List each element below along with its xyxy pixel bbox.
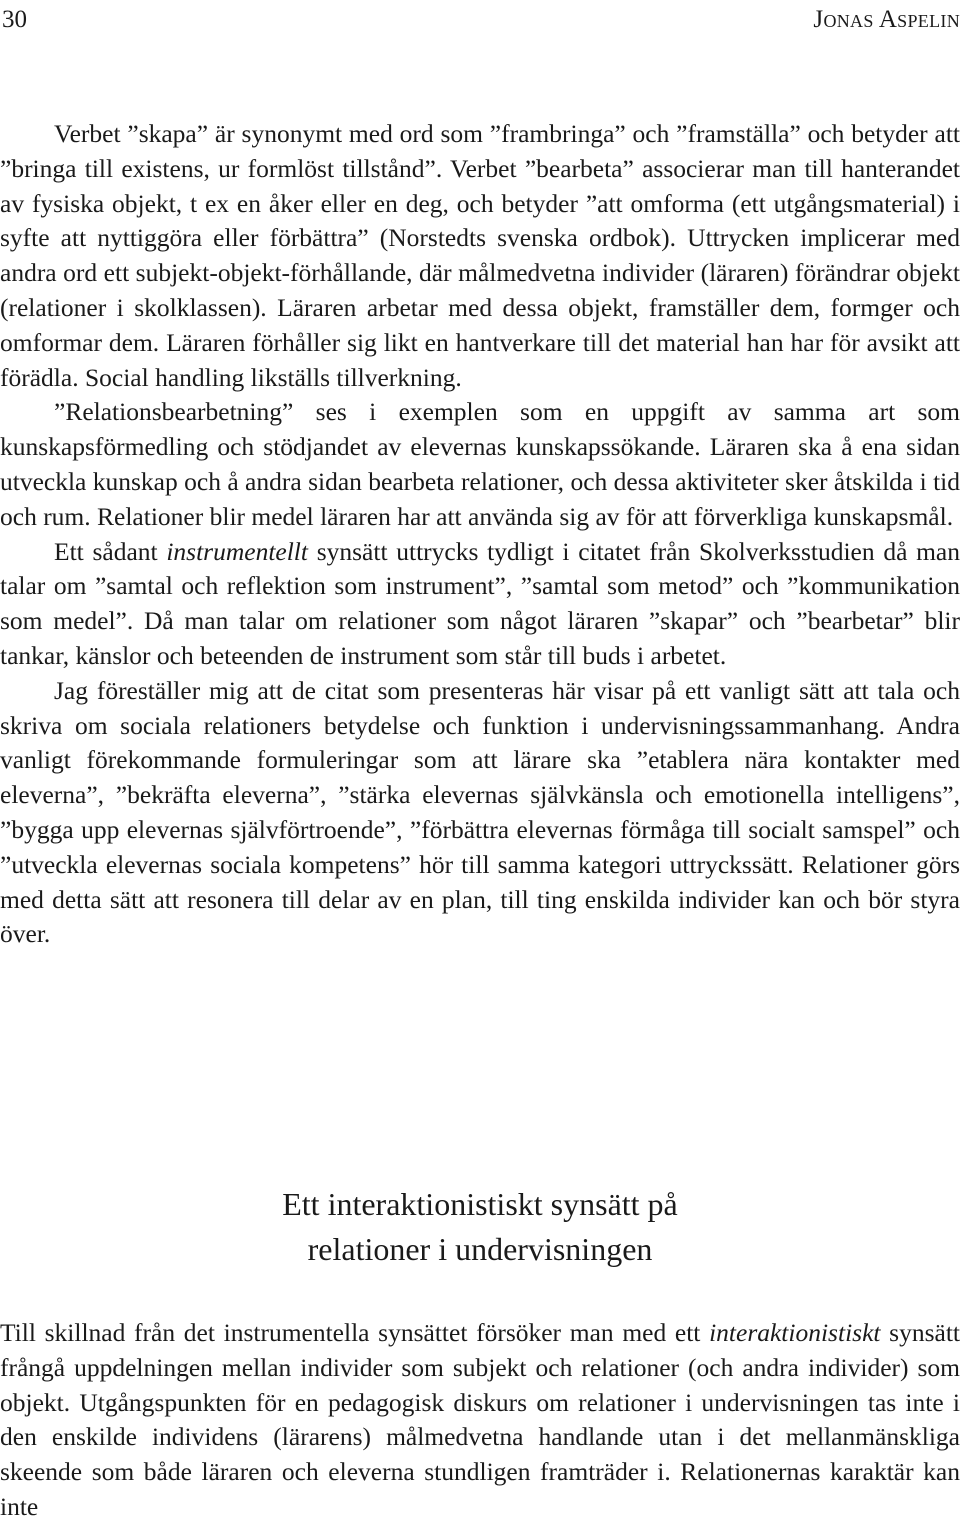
paragraph [0,535,960,674]
section-heading [0,1182,960,1272]
page-header [0,2,960,42]
paragraph [0,1316,960,1525]
body-text-bottom [0,1316,960,1525]
paragraph [0,395,960,534]
text-run: Till skillnad från det instrumentella synsättet försöker man med ett [0,1318,710,1347]
running-head-author: Jonas Aspelin [813,6,960,33]
paragraph [0,117,960,395]
text-run: synsätt uttrycks tydligt i citatet från Skolverksstudien då man talar om ”samtal och reflektion som instrument”, ”samtal som metod” och ”kommunikation som medel”. Då man talar om relationer som något läraren ”skapar” och ”bearbetar” blir tankar, känslor och beteenden de instrument som står till buds i arbetet. [0,536,960,670]
text-run: ”Relationsbearbetning” ses i exemplen som en uppgift av samma art som kunskapsförmedling och stödjandet av elevernas kunskapssökande. Läraren ska å ena sidan utveckla kunskap och å andra sidan bearbeta relationer, och dessa aktiviteter sker åtskilda i tid och rum. Relationer blir medel läraren har att använda sig av för att förverkliga kunskapsmål. [0,397,960,531]
text-run: synsätt frångå uppdelningen mellan individer som subjekt och relationer (och andra individer) som objekt. Utgångspunkten för en pedagogisk diskurs om relationer i undervisningen tas inte i den enskilde individens (lärarens) målmedvetna handlande utan i det mellanmänskliga skeende som både läraren och eleverna stundligen framträder i. Relationernas karaktär kan inte [0,1318,960,1521]
section-heading-line: relationer i undervisningen [307,1231,653,1267]
text-run: Jag föreställer mig att de citat som presenteras här visar på ett vanligt sätt att tala och skriva om sociala relationers betydelse och funktion i undervisningssammanhang. Andra vanligt förekommande formuleringar som att lärare ska ”etablera nära kontakter med eleverna”, ”bekräfta eleverna”, ”stärka elevernas självkänsla och emotionella intelligens”, ”bygga upp elevernas självförtroende”, ”förbättra elevernas förmåga till socialt samspel” och ”utveckla elevernas sociala kompetens” hör till samma kategori uttryckssätt. Relationer görs med detta sätt att resonera till delar av en plan, till ting enskilda individer kan och bör styra över. [0,675,960,949]
body-text-top [0,117,960,952]
italic-term: instrumentellt [166,536,308,566]
page-number: 30 [2,6,27,33]
section-heading-line: Ett interaktionistiskt synsätt på [282,1186,678,1222]
text-run: Verbet ”skapa” är synonymt med ord som ”frambringa” och ”framställa” och betyder att ”bringa till existens, ur formlöst tillstånd”. Verbet ”bearbeta” associerar man till hanterandet av fysiska objekt, t ex en åker eller en deg, och betyder ”att omforma (ett utgångsmaterial) i syfte att nyttiggöra eller förbättra” (Norstedts svenska ordbok). Uttrycken implicerar med andra ord ett subjekt-objekt-förhållande, där målmedvetna individer (läraren) förändrar objekt (relationer i skolklassen). Läraren arbetar med dessa objekt, framställer dem, formger och omformar dem. Läraren förhåller sig likt en hantverkare till det material han har för avsikt att förädla. Social handling likställs tillverkning. [0,119,960,392]
text-run: Ett sådant [54,536,167,566]
paragraph [0,674,960,952]
italic-term: interaktionistiskt [709,1318,881,1347]
